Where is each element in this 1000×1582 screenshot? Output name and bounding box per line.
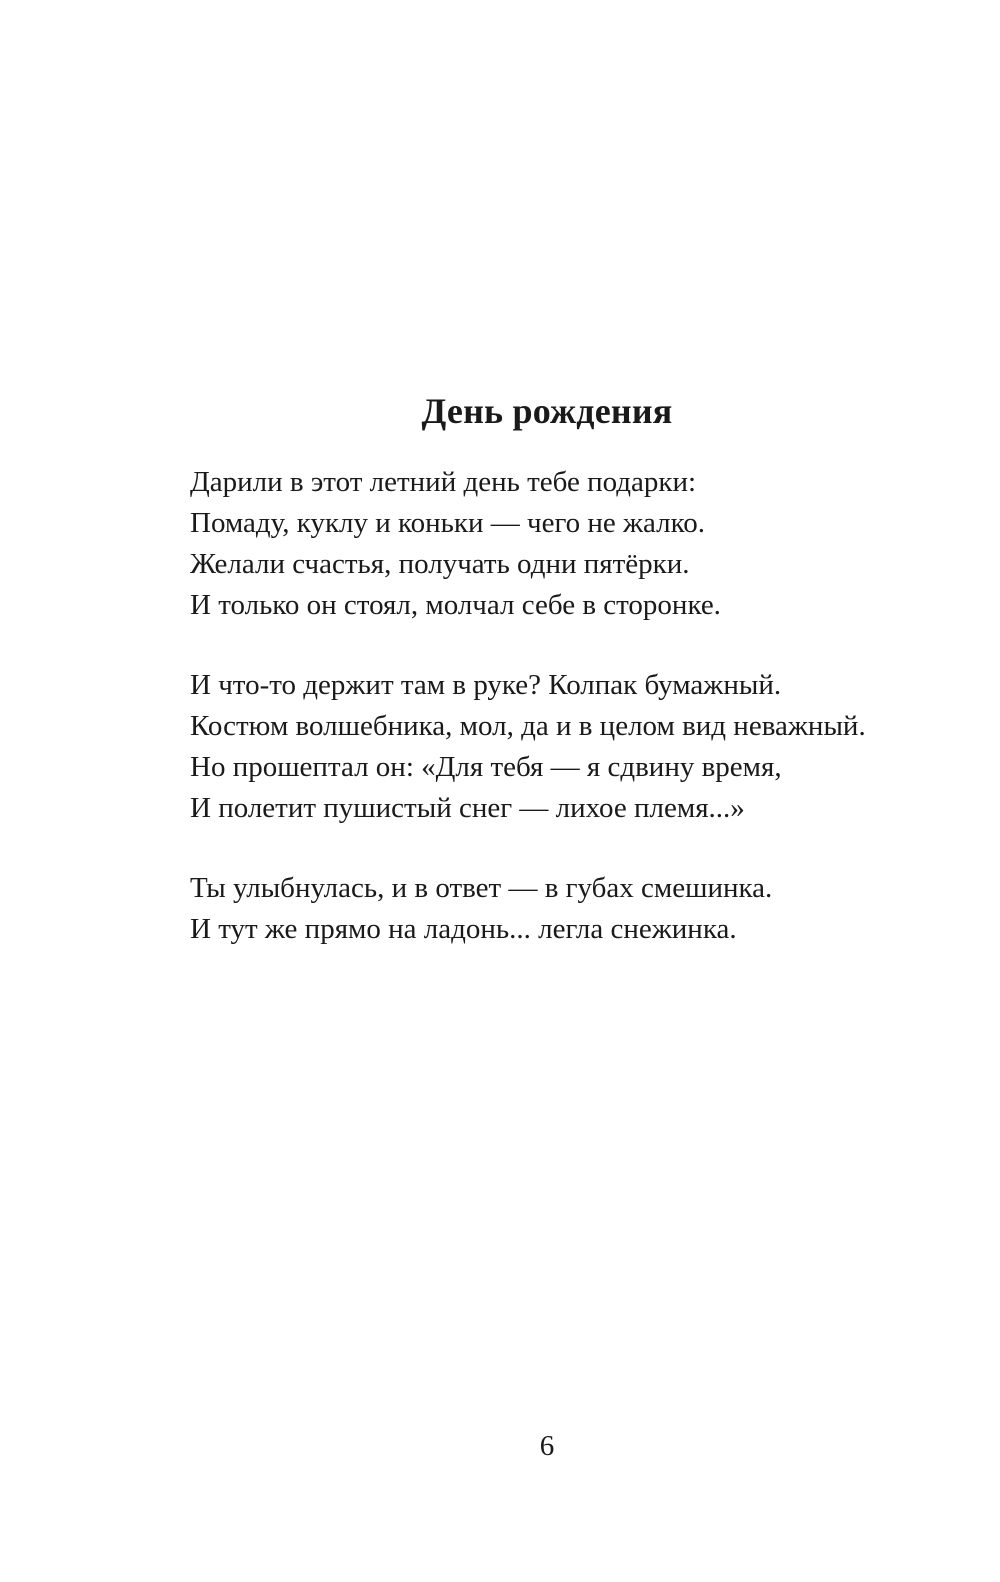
poem-body	[190, 462, 980, 989]
poem-line: Но прошептал он: «Для тебя — я сдвину время,	[190, 751, 782, 783]
poem-line: Помаду, куклу и коньки — чего не жалко.	[190, 507, 706, 539]
poem-line: И что-то держит там в руке? Колпак бумажный.	[190, 669, 782, 701]
page-number: 6	[539, 1430, 555, 1462]
poem-line: Ты улыбнулась, и в ответ — в губах смешинка.	[190, 872, 773, 904]
poem-line: И тут же прямо на ладонь... легла снежинка.	[190, 913, 737, 945]
poem-line: Дарили в этот летний день тебе подарки:	[190, 466, 697, 498]
stanza	[190, 665, 980, 829]
stanza	[190, 462, 980, 626]
poem-line: Желали счастья, получать одни пятёрки.	[190, 548, 690, 580]
poem-line: Костюм волшебника, мол, да и в целом вид неважный.	[190, 710, 866, 742]
poem-line: И только он стоял, молчал себе в сторонке.	[190, 589, 721, 621]
stanza	[190, 868, 980, 950]
poem-line: И полетит пушистый снег — лихое племя...»	[190, 792, 745, 824]
poem-title: День рождения	[421, 391, 673, 431]
